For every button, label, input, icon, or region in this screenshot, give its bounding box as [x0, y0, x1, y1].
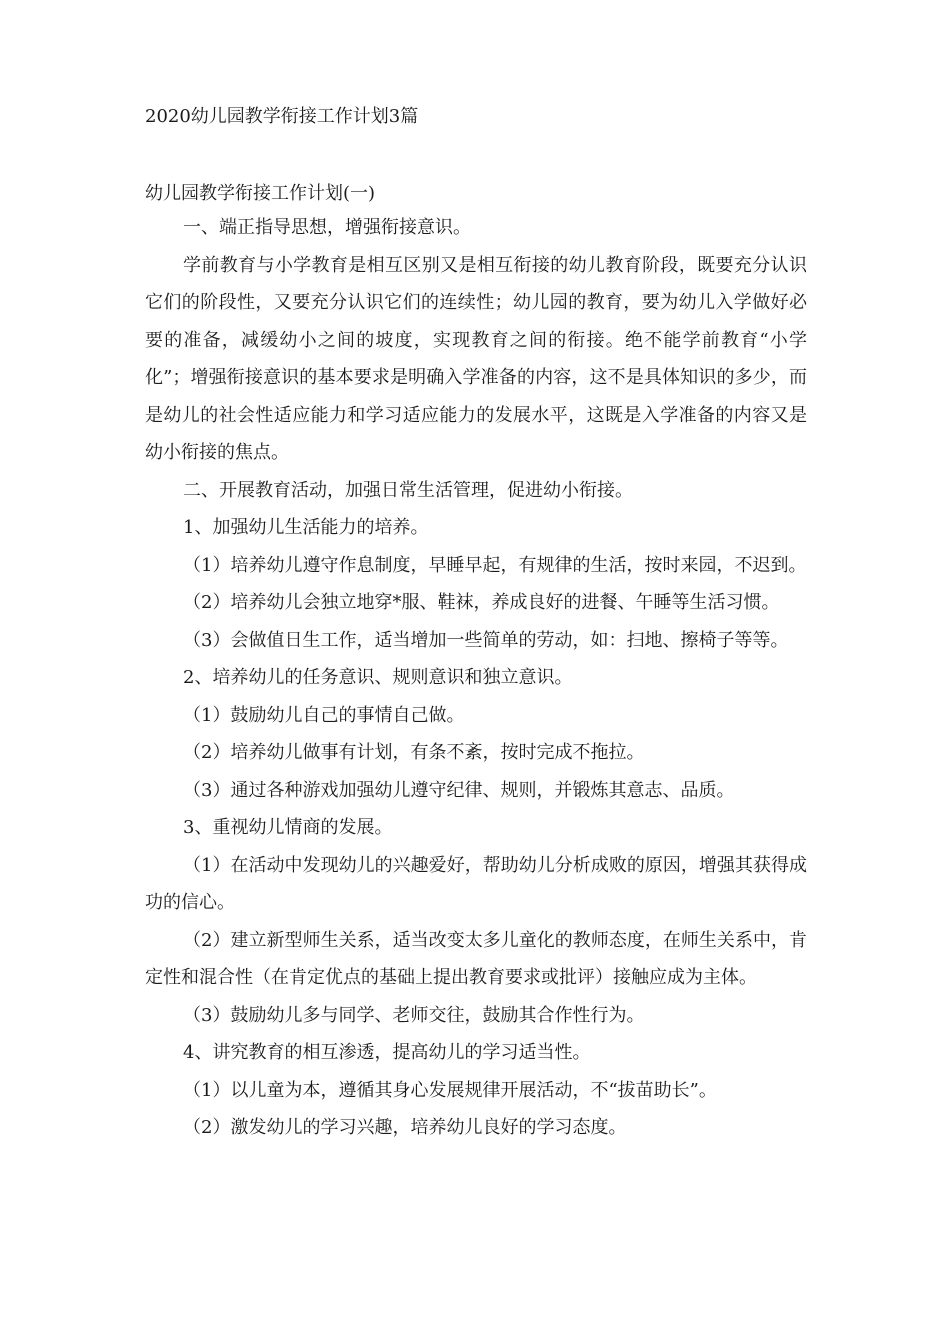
body-paragraph: 学前教育与小学教育是相互区别又是相互衔接的幼儿教育阶段，既要充分认识它们的阶段性，又要充分认识它们的连续性；幼儿园的教育，要为幼儿入学做好必要的准备，减缓幼小之间的坡度，实现教育之间的衔接。绝不能学前教育“小学化”；增强衔接意识的基本要求是明确入学准备的内容，这不是具体知识的多少，而是幼儿的社会性适应能力和学习适应能力的发展水平，这既是入学准备的内容又是幼小衔接的焦点。: [145, 254, 807, 463]
list-item: （1）以儿童为本，遵循其身心发展规律开展活动，不“拔苗助长”。: [183, 1079, 717, 1101]
heading-paragraph: 二、开展教育活动，加强日常生活管理，促进幼小衔接。: [183, 479, 633, 501]
list-item: （2）培养幼儿会独立地穿*服、鞋袜，养成良好的进餐、午睡等生活习惯。: [183, 592, 780, 613]
list-item: （2）激发幼儿的学习兴趣，培养幼儿良好的学习态度。: [183, 1117, 627, 1138]
list-item: （3）会做值日生工作，适当增加一些简单的劳动，如：扫地、擦椅子等等。: [183, 629, 789, 651]
subheading-paragraph: 3、重视幼儿情商的发展。: [183, 817, 393, 838]
subheading-paragraph: 4、讲究教育的相互渗透，提高幼儿的学习适当性。: [183, 1042, 591, 1063]
list-item: （1）鼓励幼儿自己的事情自己做。: [183, 704, 465, 726]
section-title: 幼儿园教学衔接工作计划(一): [145, 183, 376, 204]
heading-paragraph: 一、端正指导思想，增强衔接意识。: [183, 217, 471, 238]
subheading-paragraph: 1、加强幼儿生活能力的培养。: [183, 517, 429, 538]
list-item: （2）培养幼儿做事有计划，有条不紊，按时完成不拖拉。: [183, 742, 645, 763]
subheading-paragraph: 2、培养幼儿的任务意识、规则意识和独立意识。: [183, 667, 573, 688]
list-item: （1）培养幼儿遵守作息制度，早睡早起，有规律的生活，按时来园，不迟到。: [183, 554, 807, 576]
list-item: （2）建立新型师生关系，适当改变太多儿童化的教师态度，在师生关系中，肯定性和混合性（在肯定优点的基础上提出教育要求或批评）接触应成为主体。: [145, 929, 807, 988]
list-item: （1）在活动中发现幼儿的兴趣爱好，帮助幼儿分析成败的原因，增强其获得成功的信心。: [145, 854, 807, 913]
list-item: （3）通过各种游戏加强幼儿遵守纪律、规则，并锻炼其意志、品质。: [183, 779, 735, 801]
document-body: [145, 209, 807, 1147]
document-title: 2020幼儿园教学衔接工作计划3篇: [145, 106, 419, 127]
list-item: （3）鼓励幼儿多与同学、老师交往，鼓励其合作性行为。: [183, 1004, 645, 1026]
